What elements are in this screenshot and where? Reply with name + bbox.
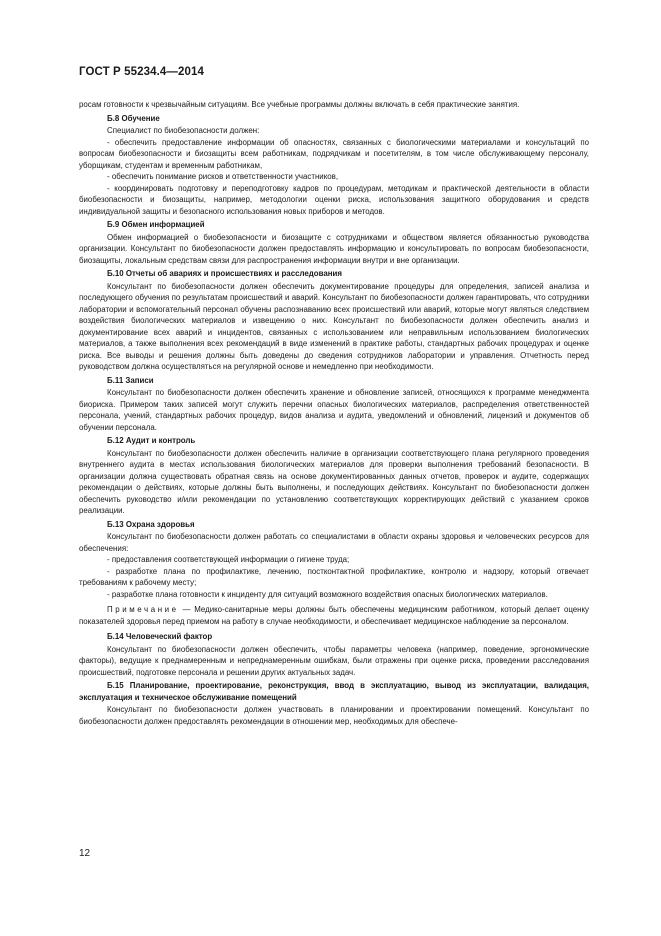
- section-b12-title: Б.12 Аудит и контроль: [107, 436, 196, 445]
- section-b8-paragraph: Специалист по биобезопасности должен:: [107, 126, 260, 135]
- section-b13-list-item: - предоставления соответствующей информации о гигиене труда;: [107, 555, 350, 564]
- section-b8-title: Б.8 Обучение: [107, 113, 160, 123]
- section-b10-title: Б.10 Отчеты об авариях и происшествиях и расследования: [107, 269, 342, 278]
- document-body: [79, 99, 589, 727]
- section-b9-title: Б.9 Обмен информацией: [107, 220, 205, 229]
- section-b13-paragraph: Консультант по биобезопасности должен работать со специалистами в области охраны здоровья и человеческих ресурсов для обеспечения:: [79, 532, 589, 553]
- section-b14-paragraph: Консультант по биобезопасности должен обеспечить, чтобы параметры человека (например, поведение, эргономические факторы), ведущие к преднамеренным и непреднамеренным ошибкам, были отражены при оценке риска, проведении расследования происшествий, подготовке персонала и решении других актуальных задач.: [79, 644, 589, 677]
- section-b13-title: Б.13 Охрана здоровья: [107, 519, 195, 529]
- section-b12-paragraph: Консультант по биобезопасности должен обеспечить наличие в организации соответствующего плана регулярного проведения внутреннего аудита в местах использования биологических материалов для проверки выполнения требований безопасности. В организации должна существовать обратная связь на основе документированных данных отчетов, проверок и аудите, содержащих рекомендации о действиях, которые должны быть выполнены, и последующих действиях. Консультант по биобезопасности должен обеспечить руководство и/или рекомендации по установлению соответствующих корректирующих действий с указанием сроков реализации.: [79, 448, 589, 515]
- section-b10-paragraph: Консультант по биобезопасности должен обеспечить документирование процедуры для определения, записей анализа и последующего обучения по результатам происшествий и аварий. Консультант по биобезопасности должен гарантировать, что сотрудники лаборатории и вспомогательный персонал обучены распознаванию всех происшествий или аварий, которые могут являться следствием воздействия биологических материалов и извещению о них. Консультант по биобезопасности должен обеспечить анализ и документирование всех аварий и инцидентов, связанных с использованием или неправильным использованием биологических материалов, а также выполнения всех рекомендаций в виде изменений в практике работы, стандартных рабочих процедурах и оценке риска. Все выводы и решения должны быть доведены до сведения сотрудников лаборатории и управления. Отчетность перед руководством должна осуществляться на регулярной основе и немедленно при необходимости.: [79, 281, 589, 371]
- note-label: Примечание: [107, 605, 179, 614]
- section-b11-title: Б.11 Записи: [107, 375, 154, 385]
- section-b8-list-item: - координировать подготовку и переподготовку кадров по процедурам, методикам и практической деятельности в области биобезопасности и биозащиты, например, методологии оценки риска, использования защитного оборудования и средств индивидуальной защиты и безопасного использования новых приборов и методов.: [79, 183, 589, 216]
- note-text: — Медико-санитарные меры должны быть обеспечены медицинским работником, который делает оценку показателей здоровья перед приемом на работу в случае необходимости, и обеспечивает медицинское наблюдение за персоналом.: [79, 605, 589, 626]
- section-b8-list-item: - обеспечить предоставление информации об опасностях, связанных с биологическими материалами и консультаций по вопросам биобезопасности и биозащиты всем работникам, подрядчикам и посетителям, в том числе обслуживающему персоналу, уборщикам, студентам и временным работникам,: [79, 137, 589, 170]
- section-b8-list-item: - обеспечить понимание рисков и ответственности участников,: [107, 172, 339, 181]
- section-b15-paragraph: Консультант по биобезопасности должен участвовать в планировании и проектировании помещений. Консультант по биобезопасности должен предоставлять рекомендации в отношении мер, необходимых для обеспече-: [79, 705, 589, 726]
- section-b13-note: [79, 604, 589, 627]
- intro-paragraph: росам готовности к чрезвычайным ситуациям. Все учебные программы должны включать в себя практические занятия.: [79, 100, 520, 109]
- section-b9-paragraph: Обмен информацией о биобезопасности и биозащите с сотрудниками и обществом является обязанностью руководства организации. Консультант по биобезопасности должен предоставлять информацию и консультировать по вопросам биобезопасности, биозащиты, локальным средствам связи для распространения информации внутри и вне организации.: [79, 232, 589, 265]
- page-number: 12: [79, 848, 91, 859]
- section-b11-paragraph: Консультант по биобезопасности должен обеспечить хранение и обновление записей, относящихся к программе менеджмента биориска. Примером таких записей могут служить перечни опасных биологических материалов, распределения ответственностей персонала, учений, стандартных рабочих процедур, видов анализа и аудита, уведомлений и обновлений, лицензий и документов об обучении персонала.: [79, 388, 589, 432]
- document-code: ГОСТ Р 55234.4—2014: [79, 66, 204, 78]
- section-b13-list-item: - разработке плана по профилактике, лечению, постконтактной профилактике, контролю и надзору, который отвечает требованиям к рабочему месту;: [79, 566, 589, 587]
- section-b15-title: Б.15 Планирование, проектирование, реконструкция, ввод в эксплуатацию, вывод из эксплуатации, валидация, эксплуатация и техническое обслуживание помещений: [79, 681, 589, 702]
- section-b14-title: Б.14 Человеческий фактор: [107, 632, 213, 641]
- section-b13-list-item: - разработке плана готовности к инциденту для ситуаций возможного воздействия опасных биологических материалов.: [107, 589, 548, 599]
